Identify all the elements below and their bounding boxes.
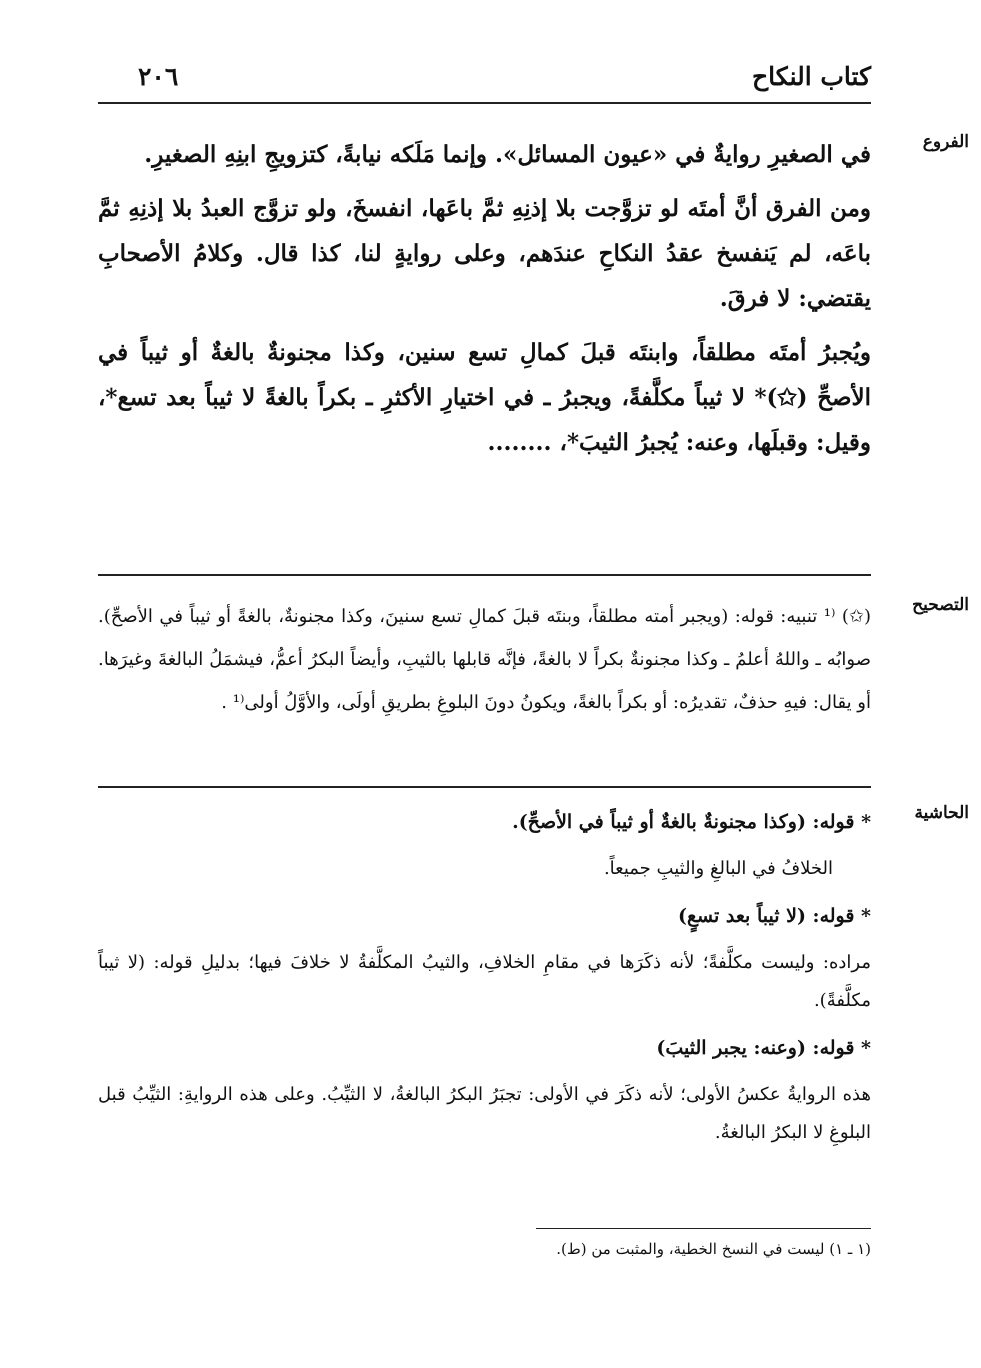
page-header <box>98 60 871 104</box>
hashiya-comment: مراده: وليست مكلَّفةً؛ لأنه ذكَرَها في مقامِ الخلافِ، والثيبُ المكلَّفةُ لا خلافَ فيها؛ بدليلِ قوله: (لا ثيباً مكلَّفةً). <box>98 952 871 1011</box>
furu-paragraph: في الصغيرِ روايةٌ في «عيون المسائل». وإنما مَلَكه نيابةً، كتزويجِ ابنِهِ الصغيرِ. <box>144 141 871 168</box>
footnote-rule <box>536 1228 871 1229</box>
section-label-hashiya: الحاشية <box>914 803 969 823</box>
section-divider <box>98 574 871 576</box>
hashiya-quote: * قوله: (وكذا مجنونةٌ بالغةٌ أو ثيباً في الأصحِّ). <box>512 811 871 833</box>
hashiya-comment: هذه الروايةُ عكسُ الأولى؛ لأنه ذكَرَ في الأولى: تجبَرُ البكرُ البالغةُ، لا الثيِّبُ. وعلى هذه الروايةِ: الثيِّبُ قبل البلوغِ لا البكرُ البالغةُ. <box>98 1084 871 1143</box>
book-title: كتاب النكاح <box>752 62 871 91</box>
section-label-furu: الفروع <box>922 132 969 152</box>
section-tashih <box>98 595 871 724</box>
page-number: ٢٠٦ <box>138 62 179 91</box>
footnote: (١ ـ ١) ليست في النسخ الخطية، والمثبت من (ط). <box>556 1240 871 1258</box>
section-furu <box>98 132 871 474</box>
furu-paragraph: ويُجبرُ أمتَه مطلقاً، وابنتَه قبلَ كمالِ تسع سنين، وكذا مجنونةٌ بالغةٌ أو ثيباً في الأصحِّ (✩)* لا ثيباً مكلَّفةً، ويجبرُ ـ في اختيارِ الأكثرِ ـ بكراً بالغةً لا ثيباً بعد تسع*، وقيل: وقبلَها، وعنه: يُجبرُ الثيبَ*، ........ <box>98 339 871 456</box>
hashiya-quote: * قوله: (وعنه: يجبر الثيبَ) <box>656 1037 871 1059</box>
hashiya-comment: الخلافُ في البالغِ والثيبِ جميعاً. <box>603 858 833 879</box>
furu-paragraph: ومن الفرق أنَّ أمتَه لو تزوَّجت بلا إذنِهِ ثمَّ باعَها، انفسخَ، ولو تزوَّج العبدُ بلا إذنِهِ ثمَّ باعَه، لم يَنفسخ عقدُ النكاحِ عندَهم، وعلى روايةٍ لنا، كذا قال. وكلامُ الأصحابِ يقتضي: لا فرقَ. <box>98 195 871 312</box>
tashih-text: (✩) ⁽¹ تنبيه: قوله: (ويجبر أمته مطلقاً، وبنتَه قبلَ كمالِ تسع سنينَ، وكذا مجنونةٌ، بالغةً أو ثيباً في الأصحِّ). صوابُه ـ واللهُ أعلمُ ـ وكذا مجنونةٌ بكراً لا بالغةً، فإنَّه قابلها بالثيبِ، وأيضاً البكرُ أعمُّ، فيشمَلُ البالغةَ وغيرَها. أو يقال: فيهِ حذفٌ، تقديرُه: أو بكراً بالغةً، ويكونُ دونَ البلوغِ بطريقِ أولَى، والأوَّلُ أولى⁽¹ . <box>98 606 871 713</box>
section-hashiya <box>98 803 871 1161</box>
section-divider <box>98 786 871 788</box>
hashiya-quote: * قوله: (لا ثيباً بعد تسعٍ) <box>677 905 871 927</box>
header-rule <box>98 102 871 104</box>
section-label-tashih: التصحيح <box>912 595 969 615</box>
